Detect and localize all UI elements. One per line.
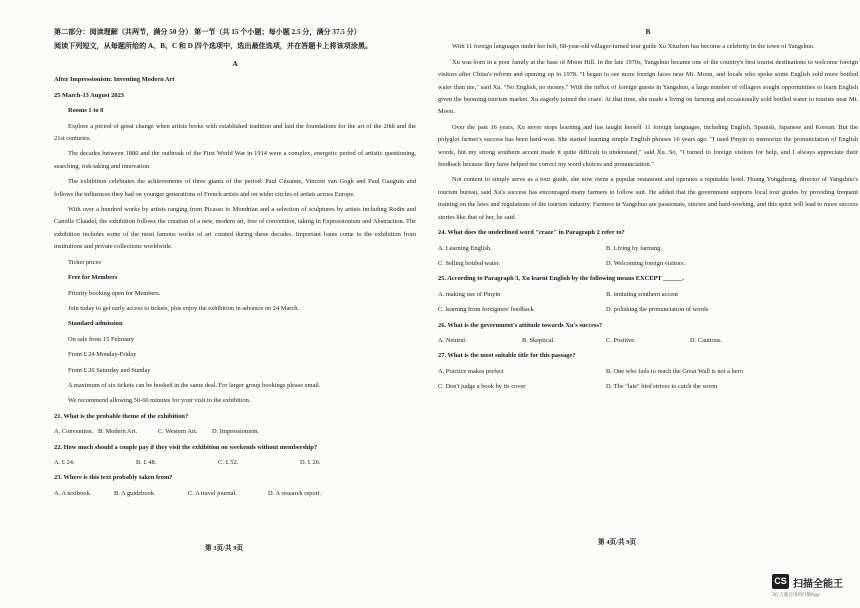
option: C. Selling bottled water. <box>438 259 500 267</box>
option: D. Welcoming foreign visitors. <box>606 259 686 267</box>
option: A. £ 24. <box>54 458 75 466</box>
standard-admission-title: Standard admission <box>68 320 123 328</box>
option: C. Don't judge a book by its cover <box>438 383 526 391</box>
option: A. Learning English. <box>438 244 492 252</box>
page-number: 第 3页/共 9页 <box>205 545 244 552</box>
question-24-options <box>438 243 858 255</box>
option: D. Cautious. <box>690 336 723 344</box>
section-header-line2: 阅读下列短文，从每题所给的 A、B、C 和 D 四个选项中，选出最佳选项，并在答题卡上将该项涂黑。 <box>54 42 373 50</box>
ticket-prices-title: Ticket prices <box>68 258 101 266</box>
option: A. making use of Pinyin <box>438 290 501 298</box>
scanner-tagline: 3亿人都在用的扫描App <box>772 593 820 598</box>
option: A. Convention. <box>54 428 94 436</box>
question-21: 21. What is the probable theme of the exhibition? <box>54 412 189 420</box>
passage-a-dates: 25 March-13 August 2023 <box>54 91 125 99</box>
option: D. £ 26. <box>300 458 321 466</box>
standard-admission-line: From £ 26 Saturday and Sunday <box>68 366 151 374</box>
scanner-app-name: 扫描全能王 <box>793 579 843 590</box>
section-a-label: A <box>232 59 238 68</box>
question-25: 25. According to Paragraph 3, Xu learnt English by the following means EXCEPT ______. <box>438 275 684 283</box>
option: D. Impressionism. <box>212 428 260 436</box>
passage-b-paragraph: Over the past 16 years, Xu never stops learning and has taught herself 11 foreign languages, including English, Spanish, Japanese and Korean. But the polyglot farmer's success has been hard-won. She started learning simple English phrases 16 years ago. "I used Pinyin to memorize the pronunciation of English words, but my strong southern accent made it quite difficult to understand," said Xu. So, "I turned to foreign visitors for help, and I always appreciate their feedback because they have helped me correct my word choices and pronunciation." <box>438 123 858 169</box>
question-22-options <box>54 457 416 469</box>
question-26: 26. What is the government's attitude towards Xu's success? <box>438 321 603 329</box>
question-24: 24. What does the underlined word "craze" in Paragraph 2 refer to? <box>438 229 625 237</box>
option: B. £ 48. <box>136 458 157 466</box>
passage-a-rooms: Rooms 1 to 8 <box>68 107 104 115</box>
option: B. A guidebook. <box>114 489 156 497</box>
right-page <box>430 0 860 608</box>
free-members-line: Priority booking open for Members. <box>68 289 161 297</box>
passage-a-paragraph: With over a hundred works by artists ranging from Picasso to Mondrian and a selection of sculptures by artists including Rodin and Camille Claudel, the exhibition follows the creation of a new, modern art, free of convention, taking in Expressionism and Abstraction. The exhibition includes some of the most famous works of art created during these decades. Important loans come to the exhibition from institutions and private collections worldwide. <box>54 206 416 251</box>
option: C. A travel journal. <box>188 489 237 497</box>
section-b-label: B <box>645 27 651 36</box>
scanner-watermark <box>760 572 856 602</box>
option: B. Modern Art. <box>98 428 138 436</box>
passage-b <box>438 26 858 394</box>
option: C. Positive. <box>606 336 636 344</box>
option: B. imitating southern accent <box>606 290 679 298</box>
scanner-logo-icon: CS <box>772 574 789 589</box>
standard-admission-line: From £ 24 Monday-Friday <box>68 351 137 359</box>
option: A. Neutral. <box>438 336 467 344</box>
option: D. The "late" bird strives to catch the worm <box>606 383 718 391</box>
free-members-line: Join today to get early access to tickets, plus enjoy the exhibition in advance on 24 March. <box>68 304 300 312</box>
section-header-line1: 第二部分：阅读理解（共两节，满分 50 分） 第一节（共 15 个小题；每小题 2.5 分，满分 37.5 分） <box>54 28 361 36</box>
standard-admission-line: On sale from 15 February <box>68 335 135 343</box>
question-24-options <box>438 258 858 270</box>
option: C. £ 52. <box>218 458 239 466</box>
question-23-options <box>54 488 416 500</box>
option: B. Living by farming. <box>606 244 662 252</box>
option: C. Western Art. <box>158 428 198 436</box>
option: B. One who fails to reach the Great Wall is not a hero <box>606 367 743 375</box>
question-26-options <box>438 335 858 347</box>
free-members-title: Free for Members <box>68 274 118 282</box>
option: D. polishing the pronunciation of words <box>606 306 709 314</box>
question-23: 23. Where is this text probably taken from? <box>54 474 173 482</box>
booking-note: A maximum of six tickets can be booked in the same deal. For larger group bookings please email. <box>68 381 321 389</box>
passage-a-title: After Impressionism: Inventing Modern Art <box>54 76 175 84</box>
question-25-options <box>438 304 858 316</box>
option: B. Skeptical. <box>522 336 555 344</box>
question-22: 22. How much should a couple pay if they visit the exhibition on weekends without membership? <box>54 443 318 451</box>
question-25-options <box>438 289 858 301</box>
passage-b-paragraph: Not content to simply serve as a tour guide, she now owns a popular restaurant and operates a reputable hotel. Huang Yongzhong, director of Yangshuo's tourism bureau, said Xu's success has encouraged many farmers to follow suit. He added that the government supports local tour guides by providing frequent training on the laws and regulations of the tourism industry. Farmers in Yangshuo are passionate, sincere and hard-working, and this spirit will lead to more success stories like that of her, he said. <box>438 176 858 221</box>
passage-a-paragraph: The decades between 1880 and the outbreak of the First World War in 1914 were a complex, energetic period of artistic questioning, searching, risk-taking and innovation. <box>54 150 416 170</box>
option: A. A textbook. <box>54 489 92 497</box>
question-21-options <box>54 426 416 438</box>
question-27: 27. What is the most suitable title for this passage? <box>438 352 576 360</box>
question-27-options <box>438 366 858 378</box>
booking-note: We recommend allowing 50-60 minutes for your visit to the exhibition. <box>68 397 251 405</box>
option: C. learning from foreigners' feedback <box>438 306 534 314</box>
passage-a-paragraph: The exhibition celebrates the achievements of three giants of the period: Paul Cézanne, Vincent van Gogh and Paul Gauguin and follows the influences they had on younger generations of French artists and on wider circles of artists across Europe. <box>54 178 416 198</box>
page-number: 第 4页/共 9页 <box>598 539 637 546</box>
option: A. Practice makes perfect <box>438 367 504 375</box>
option: D. A research report. <box>268 489 322 497</box>
passage-b-paragraph: With 11 foreign languages under her belt, 68-year-old villager-turned tour guide Xu Xiuzhen has become a celebrity in the town of Yangshuo. <box>452 43 815 51</box>
passage-a-paragraph: Explore a period of great change when artists broke with established tradition and laid the foundations for the art of the 20th and the 21st centuries. <box>54 122 416 143</box>
question-27-options <box>438 381 858 393</box>
passage-b-paragraph: Xu was born in a poor family at the base of Moon Hill. In the late 1970s, Yangshuo became one of the country's first tourist destinations to welcome foreign visitors after China's reform and opening up in 1978. "I began to see more foreign faces near Mt. Moon, and locals who spoke some English sold more bottled water than me," said Xu. "No English, no money." With the influx of foreign guests in Yangshuo, a large number of villagers sought opportunities to learn English given the booming tourism market. Xu eagerly joined the craze. At that time, she made a living on farming and occasionally sold bottled water to tourists near Mt. Moon. <box>438 58 858 116</box>
passage-a <box>54 58 416 500</box>
